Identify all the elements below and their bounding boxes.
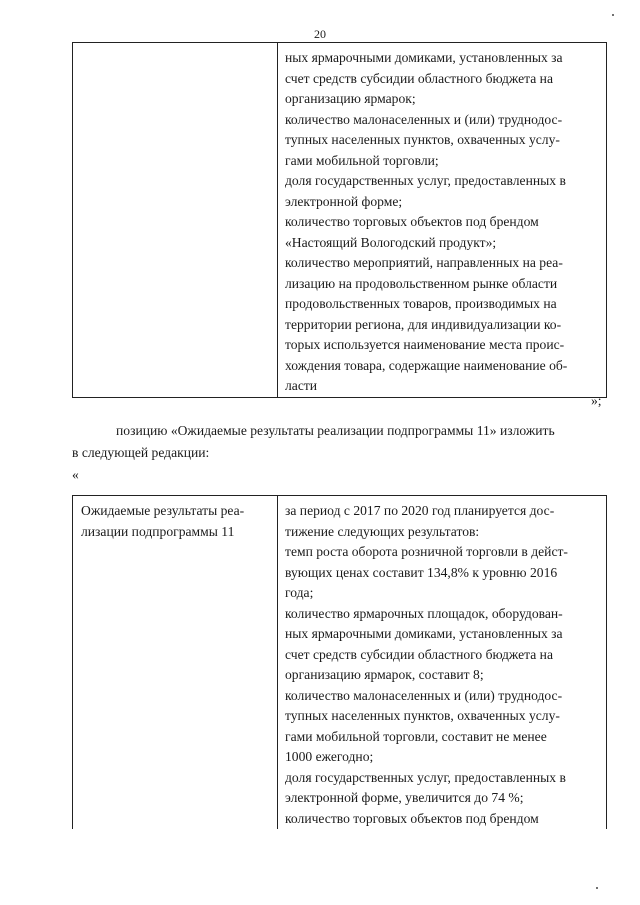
table-left-cell-empty [73, 43, 278, 398]
text-line: ных ярмарочными домиками, установленных за [285, 626, 563, 641]
paragraph-line: в следующей редакции: [72, 445, 210, 460]
text-line: количество мероприятий, направленных на реа- [285, 255, 563, 270]
text-line: продовольственных товаров, производимых на [285, 296, 557, 311]
paragraph-line: позицию «Ожидаемые результаты реализации подпрограммы 11» изложить [116, 423, 555, 438]
scan-speck [612, 14, 614, 16]
text-line: гами мобильной торговли; [285, 152, 439, 168]
page-number: 20 [314, 27, 326, 41]
text-line: тижение следующих результатов: [285, 523, 480, 539]
table-right-cell [278, 43, 607, 398]
replacement-table [72, 495, 607, 829]
left-cell-text [73, 496, 277, 542]
text-line: количество торговых объектов под брендом [285, 214, 539, 229]
text-line: количество малонаселенных и (или) труднодос- [285, 687, 563, 703]
text-line: лизации подпрограммы 11 [81, 523, 235, 539]
text-line: количество торговых объектов под брендом [285, 810, 539, 826]
opening-quote: « [72, 467, 79, 482]
text-line: 1000 ежегодно; [285, 749, 374, 764]
text-line: «Настоящий Вологодский продукт»; [285, 234, 497, 250]
continued-table [72, 42, 607, 398]
text-line: доля государственных услуг, предоставленных в [285, 173, 566, 188]
text-line: торых используется наименование места проис- [285, 337, 565, 352]
text-line: количество малонаселенных и (или) труднодос- [285, 111, 563, 127]
text-line: гами мобильной торговли, составит не менее [285, 728, 547, 744]
text-line: вующих ценах составит 134,8% к уровню 2016 [285, 564, 558, 580]
text-line: тупных населенных пунктов, охваченных услу- [285, 708, 560, 723]
text-line: ных ярмарочными домиками, установленных за [285, 50, 563, 65]
text-line: доля государственных услуг, предоставленных в [285, 769, 566, 785]
right-cell-text [278, 43, 606, 397]
body-paragraph [72, 420, 607, 464]
text-line: счет средств субсидии областного бюджета на [285, 70, 553, 86]
text-line: хождения товара, содержащие наименование об- [285, 357, 568, 373]
text-line: организацию ярмарок; [285, 91, 416, 106]
text-line: территории региона, для индивидуализации ко- [285, 316, 562, 332]
text-line: за период с 2017 по 2020 год планируется дос- [285, 503, 555, 518]
closing-quote: »; [591, 393, 602, 408]
text-line: электронной форме, увеличится до 74 %; [285, 790, 524, 805]
text-line: лизацию на продовольственном рынке области [285, 275, 558, 291]
text-line: счет средств субсидии областного бюджета на [285, 646, 553, 662]
text-line: электронной форме; [285, 193, 403, 209]
text-line: Ожидаемые результаты реа- [81, 503, 245, 518]
text-line: темп роста оборота розничной торговли в дейст- [285, 544, 568, 559]
right-cell-text [278, 496, 606, 829]
text-line: организацию ярмарок, составит 8; [285, 667, 484, 682]
table-left-cell [73, 496, 278, 830]
text-line: тупных населенных пунктов, охваченных услу- [285, 132, 560, 147]
scan-speck [596, 887, 598, 889]
text-line: количество ярмарочных площадок, оборудован- [285, 605, 563, 621]
text-line: года; [285, 585, 314, 600]
table-right-cell [278, 496, 607, 830]
text-line: ласти [285, 378, 318, 393]
